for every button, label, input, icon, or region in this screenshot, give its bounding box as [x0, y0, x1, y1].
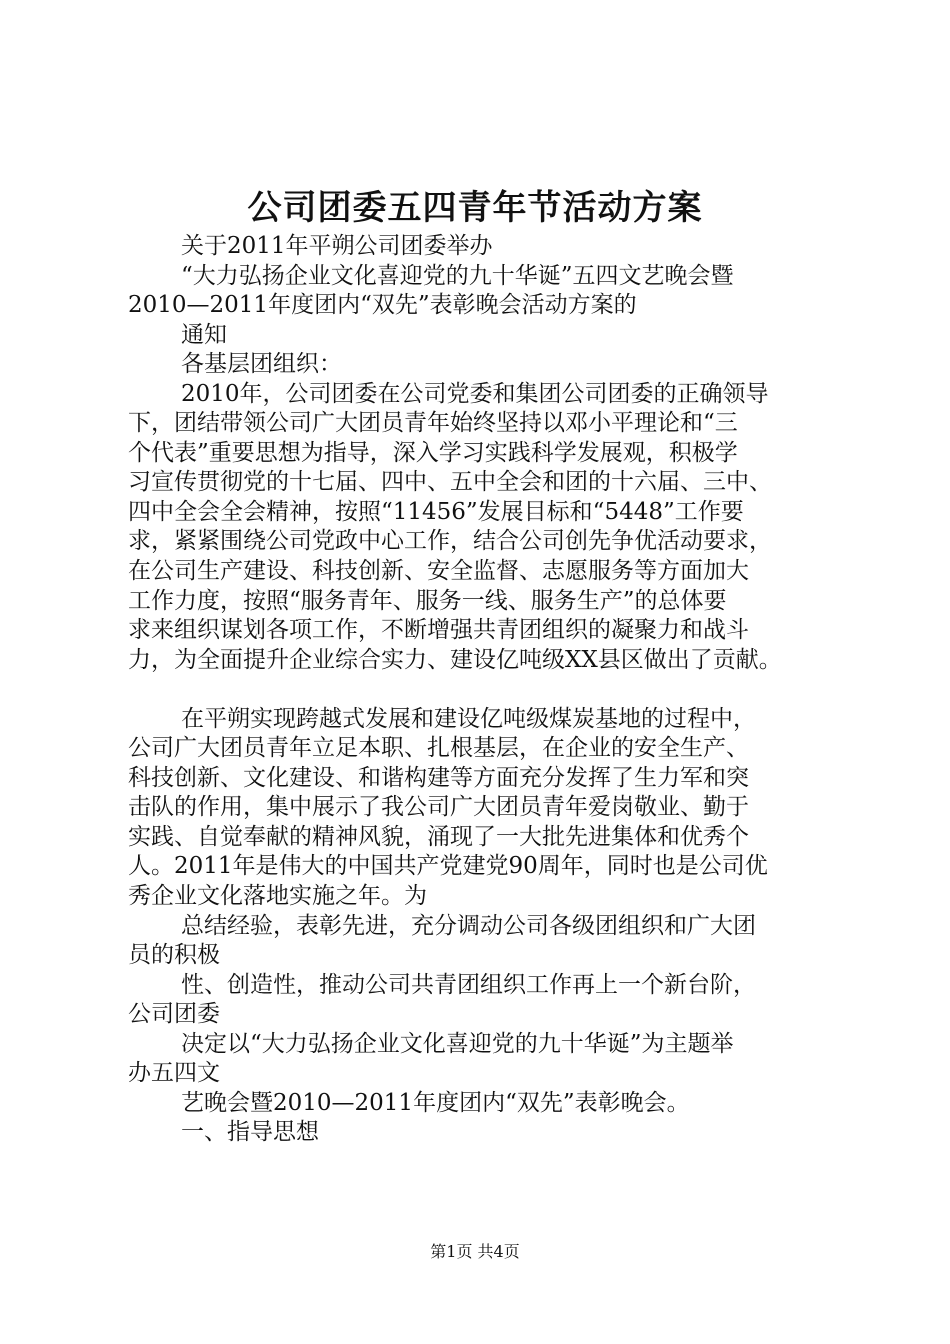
text-line: 艺晚会暨2010—2011年度团内“双先”表彰晚会。 — [181, 1089, 690, 1116]
text-line: 关于2011年平朔公司团委举办 — [181, 233, 493, 259]
text-line: 决定以“大力弘扬企业文化喜迎党的九十华诞”为主题举 — [181, 1030, 734, 1057]
text-line: 秀企业文化落地实施之年。为 — [128, 883, 427, 910]
text-line: 2010—2011年度团内“双先”表彰晚会活动方案的 — [128, 292, 637, 319]
text-line: 个代表”重要思想为指导，深入学习实践科学发展观，积极学 — [128, 439, 738, 466]
text-line: 工作力度，按照“服务青年、服务一线、服务生产”的总体要 — [128, 587, 727, 614]
text-line: 击队的作用，集中展示了我公司广大团员青年爱岗敬业、勤于 — [128, 794, 749, 821]
text-line: 总结经验，表彰先进，充分调动公司各级团组织和广大团 — [181, 912, 756, 939]
text-line: 通知 — [181, 321, 227, 348]
text-line: 科技创新、文化建设、和谐构建等方面充分发挥了生力军和突 — [128, 764, 749, 791]
text-line: 公司广大团员青年立足本职、扎根基层，在企业的安全生产、 — [128, 735, 749, 762]
text-line: 实践、自觉奉献的精神风貌，涌现了一大批先进集体和优秀个 — [128, 823, 749, 850]
text-line: 在公司生产建设、科技创新、安全监督、志愿服务等方面加大 — [128, 558, 749, 585]
page-footer: 第1页 共4页 — [430, 1242, 520, 1261]
text-line: 性、创造性，推动公司共青团组织工作再上一个新台阶， — [181, 971, 756, 998]
salutation: 各基层团组织： — [181, 351, 342, 378]
document-title: 公司团委五四青年节活动方案 — [247, 188, 703, 228]
text-line: 习宣传贯彻党的十七届、四中、五中全会和团的十六届、三中、 — [128, 469, 772, 496]
section-heading: 一、指导思想 — [181, 1119, 319, 1146]
text-line: 求，紧紧围绕公司党政中心工作，结合公司创先争优活动要求， — [128, 528, 772, 555]
text-line: 人。2011年是伟大的中国共产党建党90周年，同时也是公司优 — [128, 853, 768, 880]
text-line: 公司团委 — [128, 1001, 220, 1028]
text-line: 四中全会全会精神，按照“11456”发展目标和“5448”工作要 — [128, 498, 744, 525]
text-line: 在平朔实现跨越式发展和建设亿吨级煤炭基地的过程中， — [181, 705, 756, 732]
document-body — [128, 232, 833, 1148]
text-line: 求来组织谋划各项工作，不断增强共青团组织的凝聚力和战斗 — [128, 617, 749, 644]
text-line: 力，为全面提升企业综合实力、建设亿吨级XX县区做出了贡献。 — [128, 646, 782, 673]
blank-line — [128, 675, 833, 705]
text-line: 员的积极 — [128, 942, 220, 969]
text-line: 办五四文 — [128, 1060, 220, 1087]
text-line: 2010年，公司团委在公司党委和集团公司团委的正确领导 — [181, 380, 769, 407]
text-line: “大力弘扬企业文化喜迎党的九十华诞”五四文艺晚会暨 — [181, 262, 734, 289]
text-line: 下，团结带领公司广大团员青年始终坚持以邓小平理论和“三 — [128, 410, 738, 437]
